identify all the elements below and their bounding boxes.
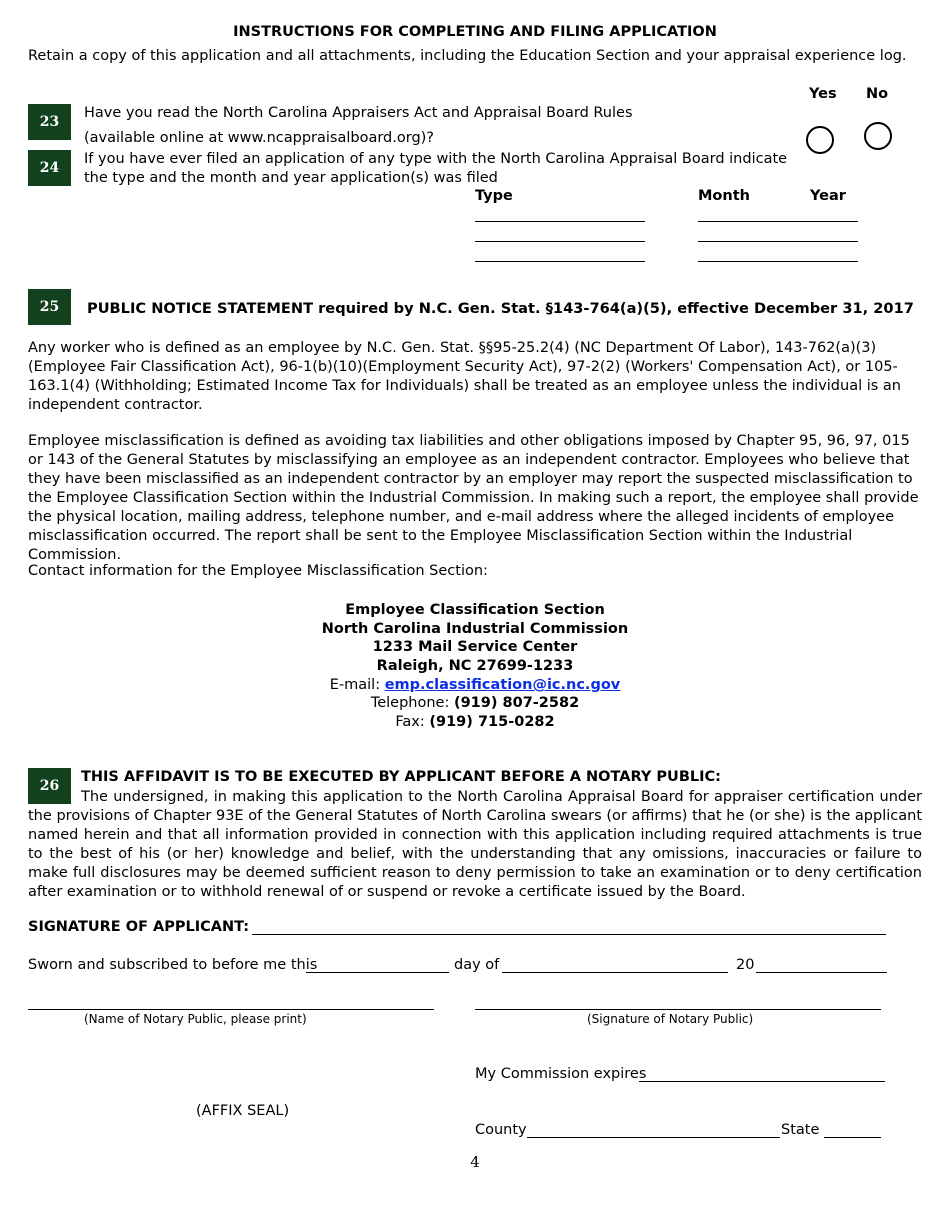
signature-label: SIGNATURE OF APPLICANT: bbox=[28, 919, 250, 935]
notary-signature-caption: (Signature of Notary Public) bbox=[587, 1012, 754, 1026]
email-label: E-mail: bbox=[329, 677, 385, 693]
contact-intro: Contact information for the Employee Misclassification Section: bbox=[28, 563, 488, 579]
affix-seal-label: (AFFIX SEAL) bbox=[196, 1103, 290, 1119]
day-of-label: day of bbox=[454, 957, 500, 973]
contact-address-2: Raleigh, NC 27699-1233 bbox=[376, 658, 574, 674]
question-24-badge: 24 bbox=[28, 150, 71, 186]
sworn-day-field[interactable] bbox=[306, 972, 449, 973]
q24-date-field-3[interactable] bbox=[698, 261, 858, 262]
county-field[interactable] bbox=[527, 1137, 780, 1138]
q24-col-year: Year bbox=[810, 188, 846, 204]
fax-label: Fax: bbox=[395, 714, 430, 730]
q24-type-field-1[interactable] bbox=[475, 221, 645, 222]
year-prefix: 20 bbox=[736, 957, 755, 973]
q23-yes-radio[interactable] bbox=[806, 126, 834, 154]
q23-text-line1: Have you read the North Carolina Appraisers Act and Appraisal Board Rules bbox=[84, 105, 633, 121]
commission-label: My Commission expires bbox=[475, 1066, 647, 1082]
q24-date-field-2[interactable] bbox=[698, 241, 858, 242]
contact-fax-row bbox=[0, 713, 950, 732]
q24-date-field-1[interactable] bbox=[698, 221, 858, 222]
public-notice-heading: PUBLIC NOTICE STATEMENT required by N.C. Gen. Stat. §143-764(a)(5), effective December 31, 2017 bbox=[87, 300, 914, 317]
notary-name-caption: (Name of Notary Public, please print) bbox=[84, 1012, 307, 1026]
question-26-badge: 26 bbox=[28, 768, 71, 804]
contact-section-name: Employee Classification Section bbox=[345, 602, 605, 618]
q24-text-line2: the type and the month and year application(s) was filed bbox=[84, 170, 498, 186]
phone-number: (919) 807-2582 bbox=[453, 695, 580, 711]
contact-address-1: 1233 Mail Service Center bbox=[372, 639, 578, 655]
notary-signature-field[interactable] bbox=[475, 1009, 881, 1010]
sworn-month-field[interactable] bbox=[502, 972, 728, 973]
affidavit-body: The undersigned, in making this application to the North Carolina Appraisal Board for appraiser certification under the provisions of Chapter 93E of the General Statutes of North Carolina swears (or affirms) that he (or she) is the applicant named herein and that all information provided in connection with this application including required attachments is true to the best of his (or her) knowledge and belief, with the understanding that any omissions, inaccuracies or failure to make full disclosures may be deemed sufficient reason to deny permission to take an examination or to deny certification after examination or to withhold renewal of or suspend or revoke a certificate issued by the Board. bbox=[28, 789, 922, 900]
applicant-signature-field[interactable] bbox=[252, 934, 886, 935]
yes-label: Yes bbox=[809, 86, 837, 102]
question-25-badge: 25 bbox=[28, 289, 71, 325]
page-title: INSTRUCTIONS FOR COMPLETING AND FILING APPLICATION bbox=[233, 24, 717, 40]
page-number: 4 bbox=[470, 1153, 480, 1171]
state-label: State bbox=[781, 1122, 820, 1138]
contact-org: North Carolina Industrial Commission bbox=[321, 621, 629, 637]
fax-number: (919) 715-0282 bbox=[429, 714, 555, 730]
sworn-label: Sworn and subscribed to before me this bbox=[28, 957, 318, 973]
email-link[interactable]: emp.classification@ic.nc.gov bbox=[384, 677, 621, 693]
contact-phone-row bbox=[0, 694, 950, 713]
sworn-year-field[interactable] bbox=[756, 972, 887, 973]
public-notice-para-2: Employee misclassification is defined as avoiding tax liabilities and other obligations imposed by Chapter 95, 96, 97, 015 or 143 of the General Statutes by misclassifying an employee as an independent contractor. Employees who believe that they have been misclassified as an independent contractor by an employer may report the suspected misclassification to the Employee Classification Section within the Industrial Commission. In making such a report, the employee shall provide the physical location, mailing address, telephone number, and e-mail address where the alleged incidents of employee misclassification occurred. The report shall be sent to the Employee Misclassification Section within the Industrial Commission. bbox=[28, 433, 919, 563]
state-field[interactable] bbox=[824, 1137, 881, 1138]
affidavit-heading: THIS AFFIDAVIT IS TO BE EXECUTED BY APPLICANT BEFORE A NOTARY PUBLIC: bbox=[81, 769, 721, 785]
commission-expires-field[interactable] bbox=[639, 1081, 885, 1082]
contact-email-row bbox=[0, 676, 950, 695]
q24-col-month: Month bbox=[698, 188, 750, 204]
retain-note: Retain a copy of this application and all attachments, including the Education Section and your appraisal experience log. bbox=[28, 48, 907, 64]
q23-text-line2: (available online at www.ncappraisalboard.org)? bbox=[84, 130, 435, 146]
county-label: County bbox=[475, 1122, 527, 1138]
no-label: No bbox=[866, 86, 889, 102]
q24-type-field-2[interactable] bbox=[475, 241, 645, 242]
q24-text-line1: If you have ever filed an application of any type with the North Carolina Appraisal Board indicate bbox=[84, 151, 788, 167]
q24-col-type: Type bbox=[475, 188, 513, 204]
phone-label: Telephone: bbox=[370, 695, 454, 711]
notary-name-field[interactable] bbox=[28, 1009, 434, 1010]
q24-type-field-3[interactable] bbox=[475, 261, 645, 262]
q23-no-radio[interactable] bbox=[864, 122, 892, 150]
public-notice-para-1: Any worker who is defined as an employee by N.C. Gen. Stat. §§95-25.2(4) (NC Department Of Labor), 143-762(a)(3) (Employee Fair Classification Act), 96-1(b)(10)(Employment Security Act), 97-2(2) (Workers' Compensation Act), or 105-163.1(4) (Withholding; Estimated Income Tax for Individuals) shall be treated as an employee unless the individual is an independent contractor. bbox=[28, 340, 901, 413]
question-23-badge: 23 bbox=[28, 104, 71, 140]
